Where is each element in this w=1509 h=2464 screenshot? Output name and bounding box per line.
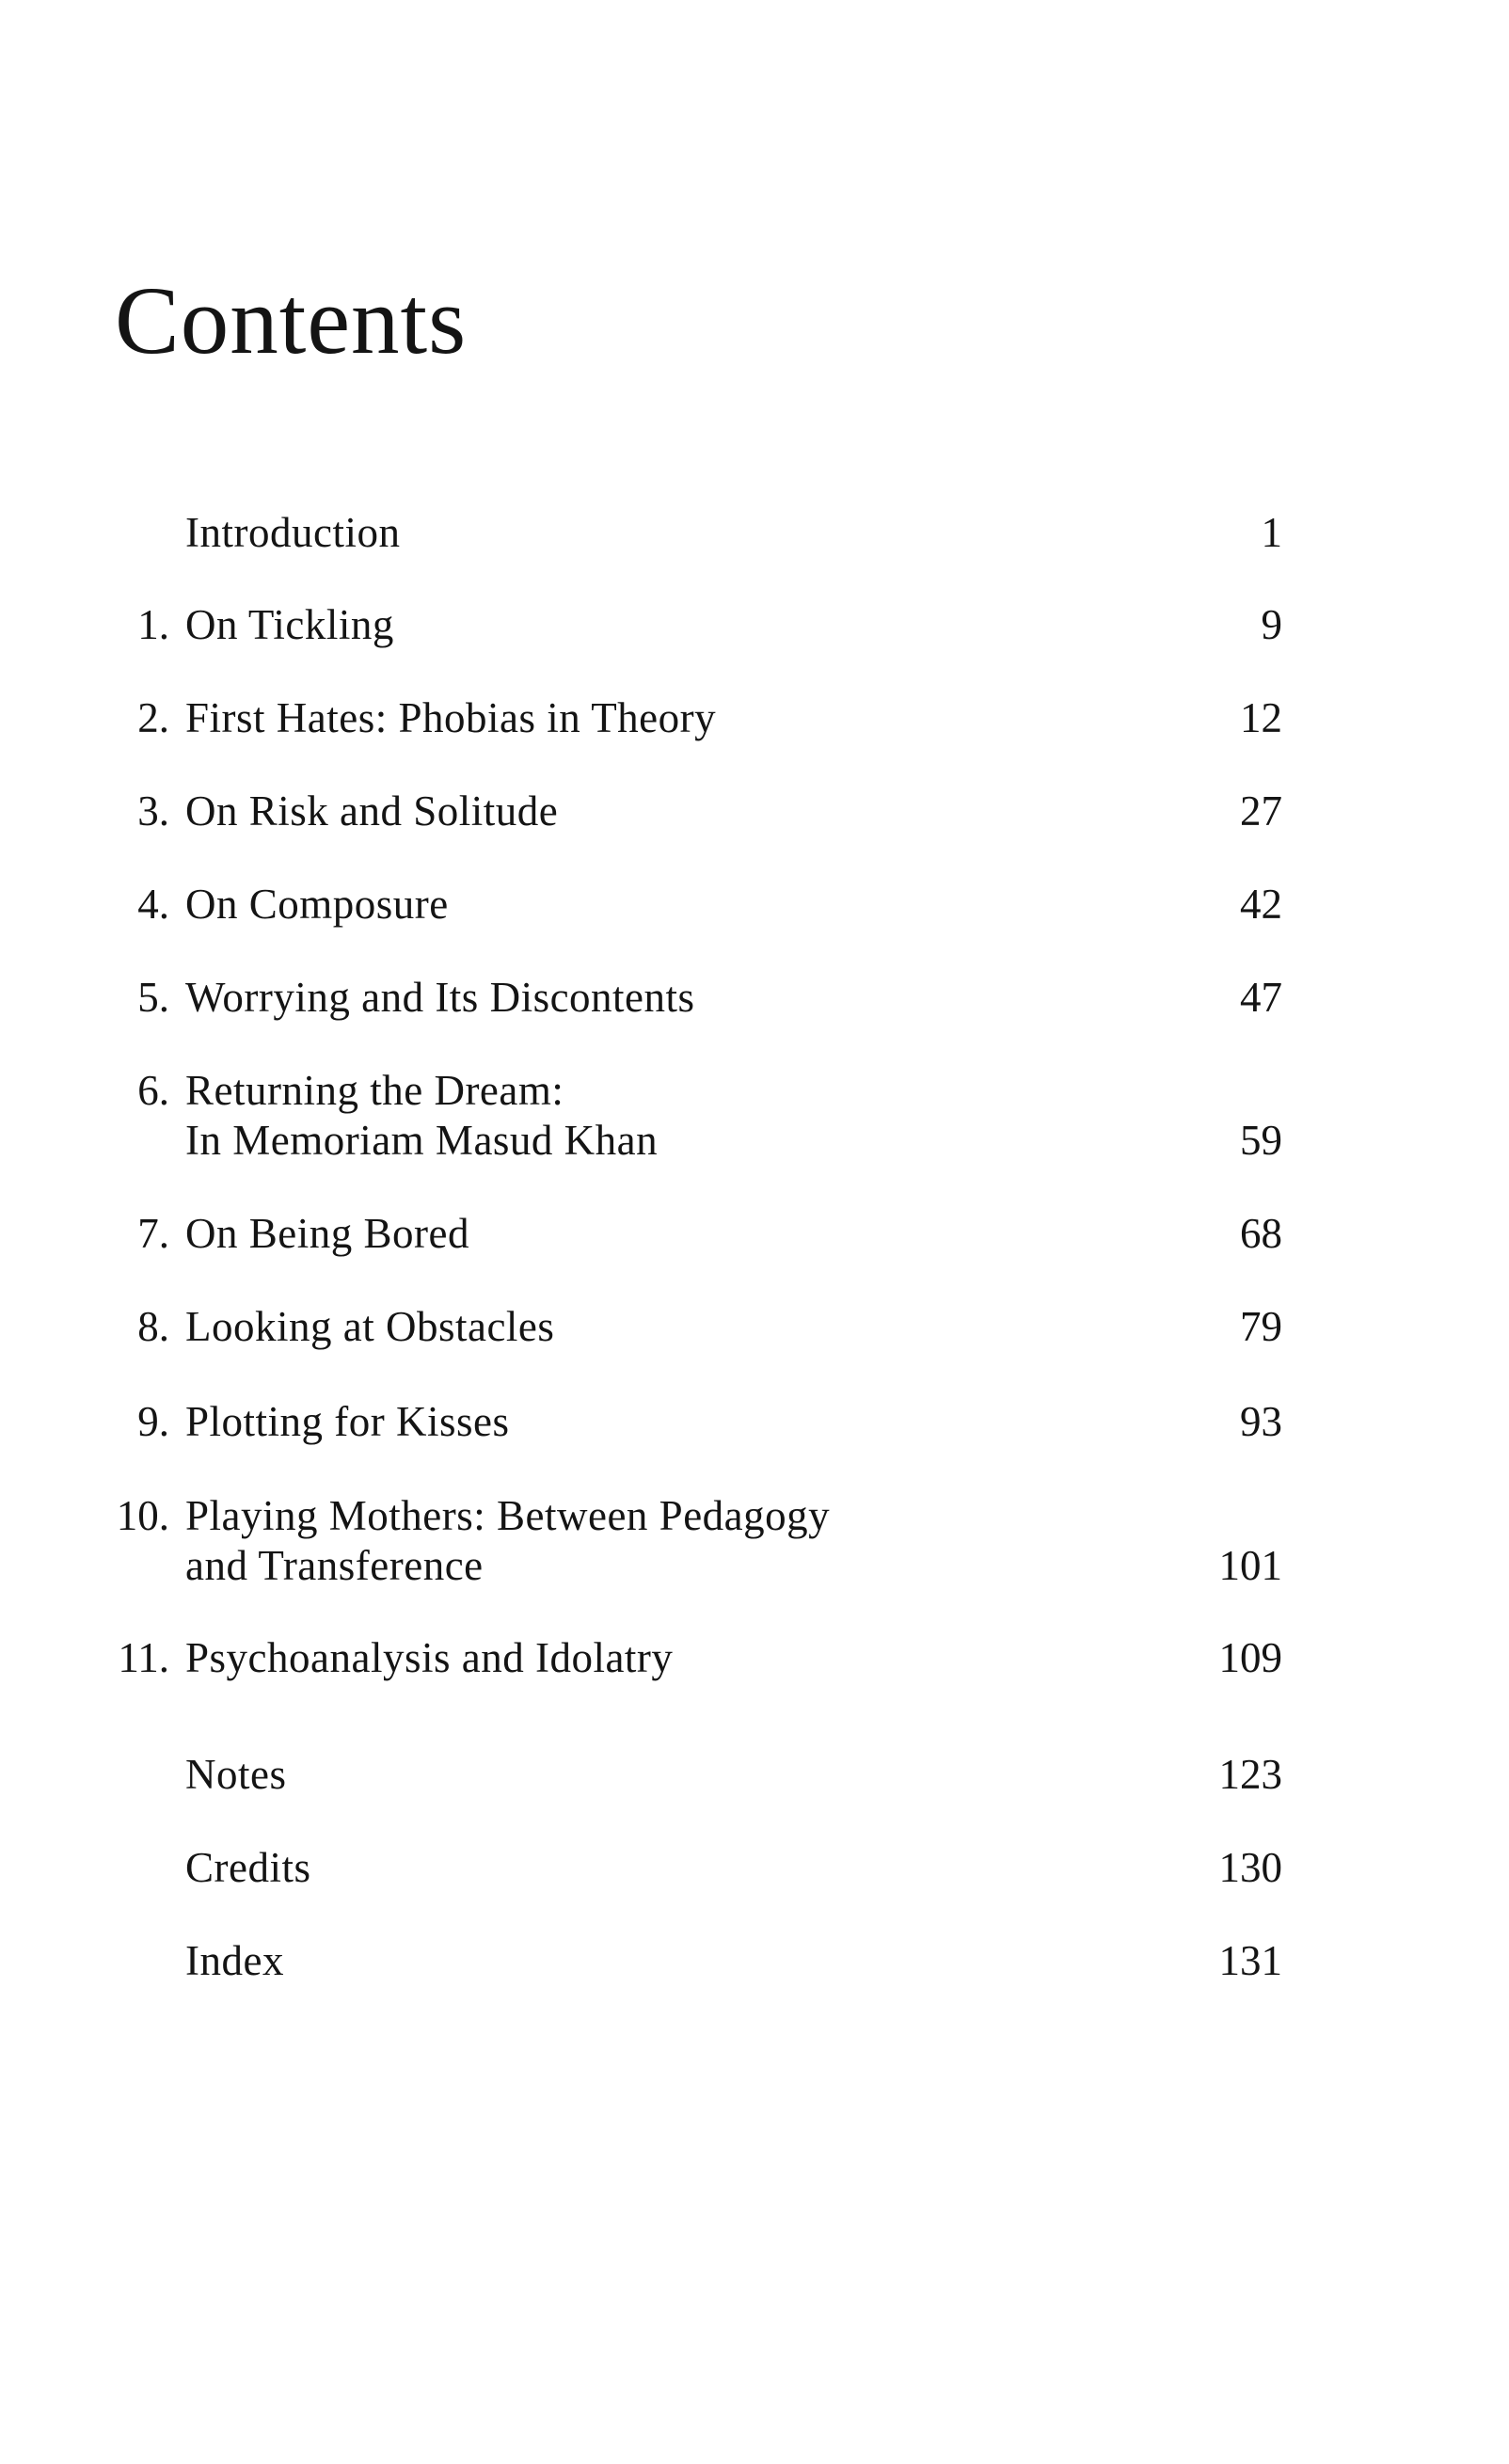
toc-entry-title-line: Credits [185,1844,311,1891]
toc-entry-page-number: 79 [1240,1303,1282,1350]
toc-entry-title [185,508,400,558]
toc-entry-title-line: Introduction [185,509,401,556]
toc-entry-page-number: 47 [1240,974,1282,1021]
toc-entry-title [185,1936,284,1986]
toc-entry-number: 8. [137,1303,169,1350]
toc-entry-title [185,600,394,650]
toc-entry-title-line: Playing Mothers: Between Pedagogy [185,1492,831,1539]
toc-entry-page-number: 123 [1218,1751,1282,1798]
toc-entry-page-number: 1 [1261,509,1282,556]
toc-entry-title-line: Psychoanalysis and Idolatry [185,1634,674,1681]
toc-entry-page-number: 9 [1261,601,1282,648]
toc-entry-title-line: Index [185,1937,284,1984]
toc-entry-number: 9. [137,1398,169,1445]
toc-entry-number: 2. [137,694,169,741]
toc-entry-page-number: 109 [1218,1634,1282,1681]
toc-entry-title-line: and Transference [185,1542,484,1589]
toc-entry-page-number: 59 [1240,1117,1282,1164]
toc-entry-title [185,1066,658,1166]
toc-entry-page-number: 27 [1240,787,1282,835]
toc-entry-title-line: On Risk and Solitude [185,787,559,835]
toc-entry-title [185,1633,673,1683]
toc-entry-page-number: 93 [1240,1398,1282,1445]
toc-entry-number: 6. [137,1067,169,1114]
toc-entry-title [185,787,558,836]
toc-entry-page-number: 42 [1240,881,1282,928]
toc-entry-title-line: Plotting for Kisses [185,1398,510,1445]
toc-entry-title [185,1302,554,1352]
toc-entry-page-number: 131 [1218,1937,1282,1984]
page-title: Contents [115,267,468,374]
toc-entry-title [185,1209,469,1259]
toc-entry-title-line: Worrying and Its Discontents [185,974,695,1021]
toc-entry-number: 10. [116,1492,169,1539]
toc-entry-title-line: Looking at Obstacles [185,1303,555,1350]
toc-entry-title [185,1397,510,1447]
toc-entry-title [185,880,449,930]
toc-entry-number: 11. [118,1634,169,1681]
toc-entry-number: 3. [137,787,169,835]
toc-entry-number: 1. [137,601,169,648]
toc-entry-number: 5. [137,974,169,1021]
toc-entry-number: 7. [137,1210,169,1257]
toc-entry-title-line: On Tickling [185,601,394,648]
toc-entry-page-number: 130 [1218,1844,1282,1891]
toc-entry-title [185,973,695,1023]
toc-entry-title-line: First Hates: Phobias in Theory [185,694,717,741]
toc-entry-title-line: On Being Bored [185,1210,469,1257]
toc-entry-title-line: Notes [185,1751,287,1798]
toc-entry-page-number: 68 [1240,1210,1282,1257]
toc-entry-page-number: 101 [1218,1542,1282,1589]
toc-entry-number: 4. [137,881,169,928]
toc-entry-title-line: On Composure [185,881,449,928]
toc-entry-page-number: 12 [1240,694,1282,741]
toc-entry-title [185,1843,311,1893]
toc-entry-title [185,693,716,743]
toc-entry-title-line: In Memoriam Masud Khan [185,1117,659,1164]
toc-entry-title [185,1491,830,1591]
toc-entry-title-line: Returning the Dream: [185,1067,564,1114]
toc-entry-title [185,1750,287,1800]
